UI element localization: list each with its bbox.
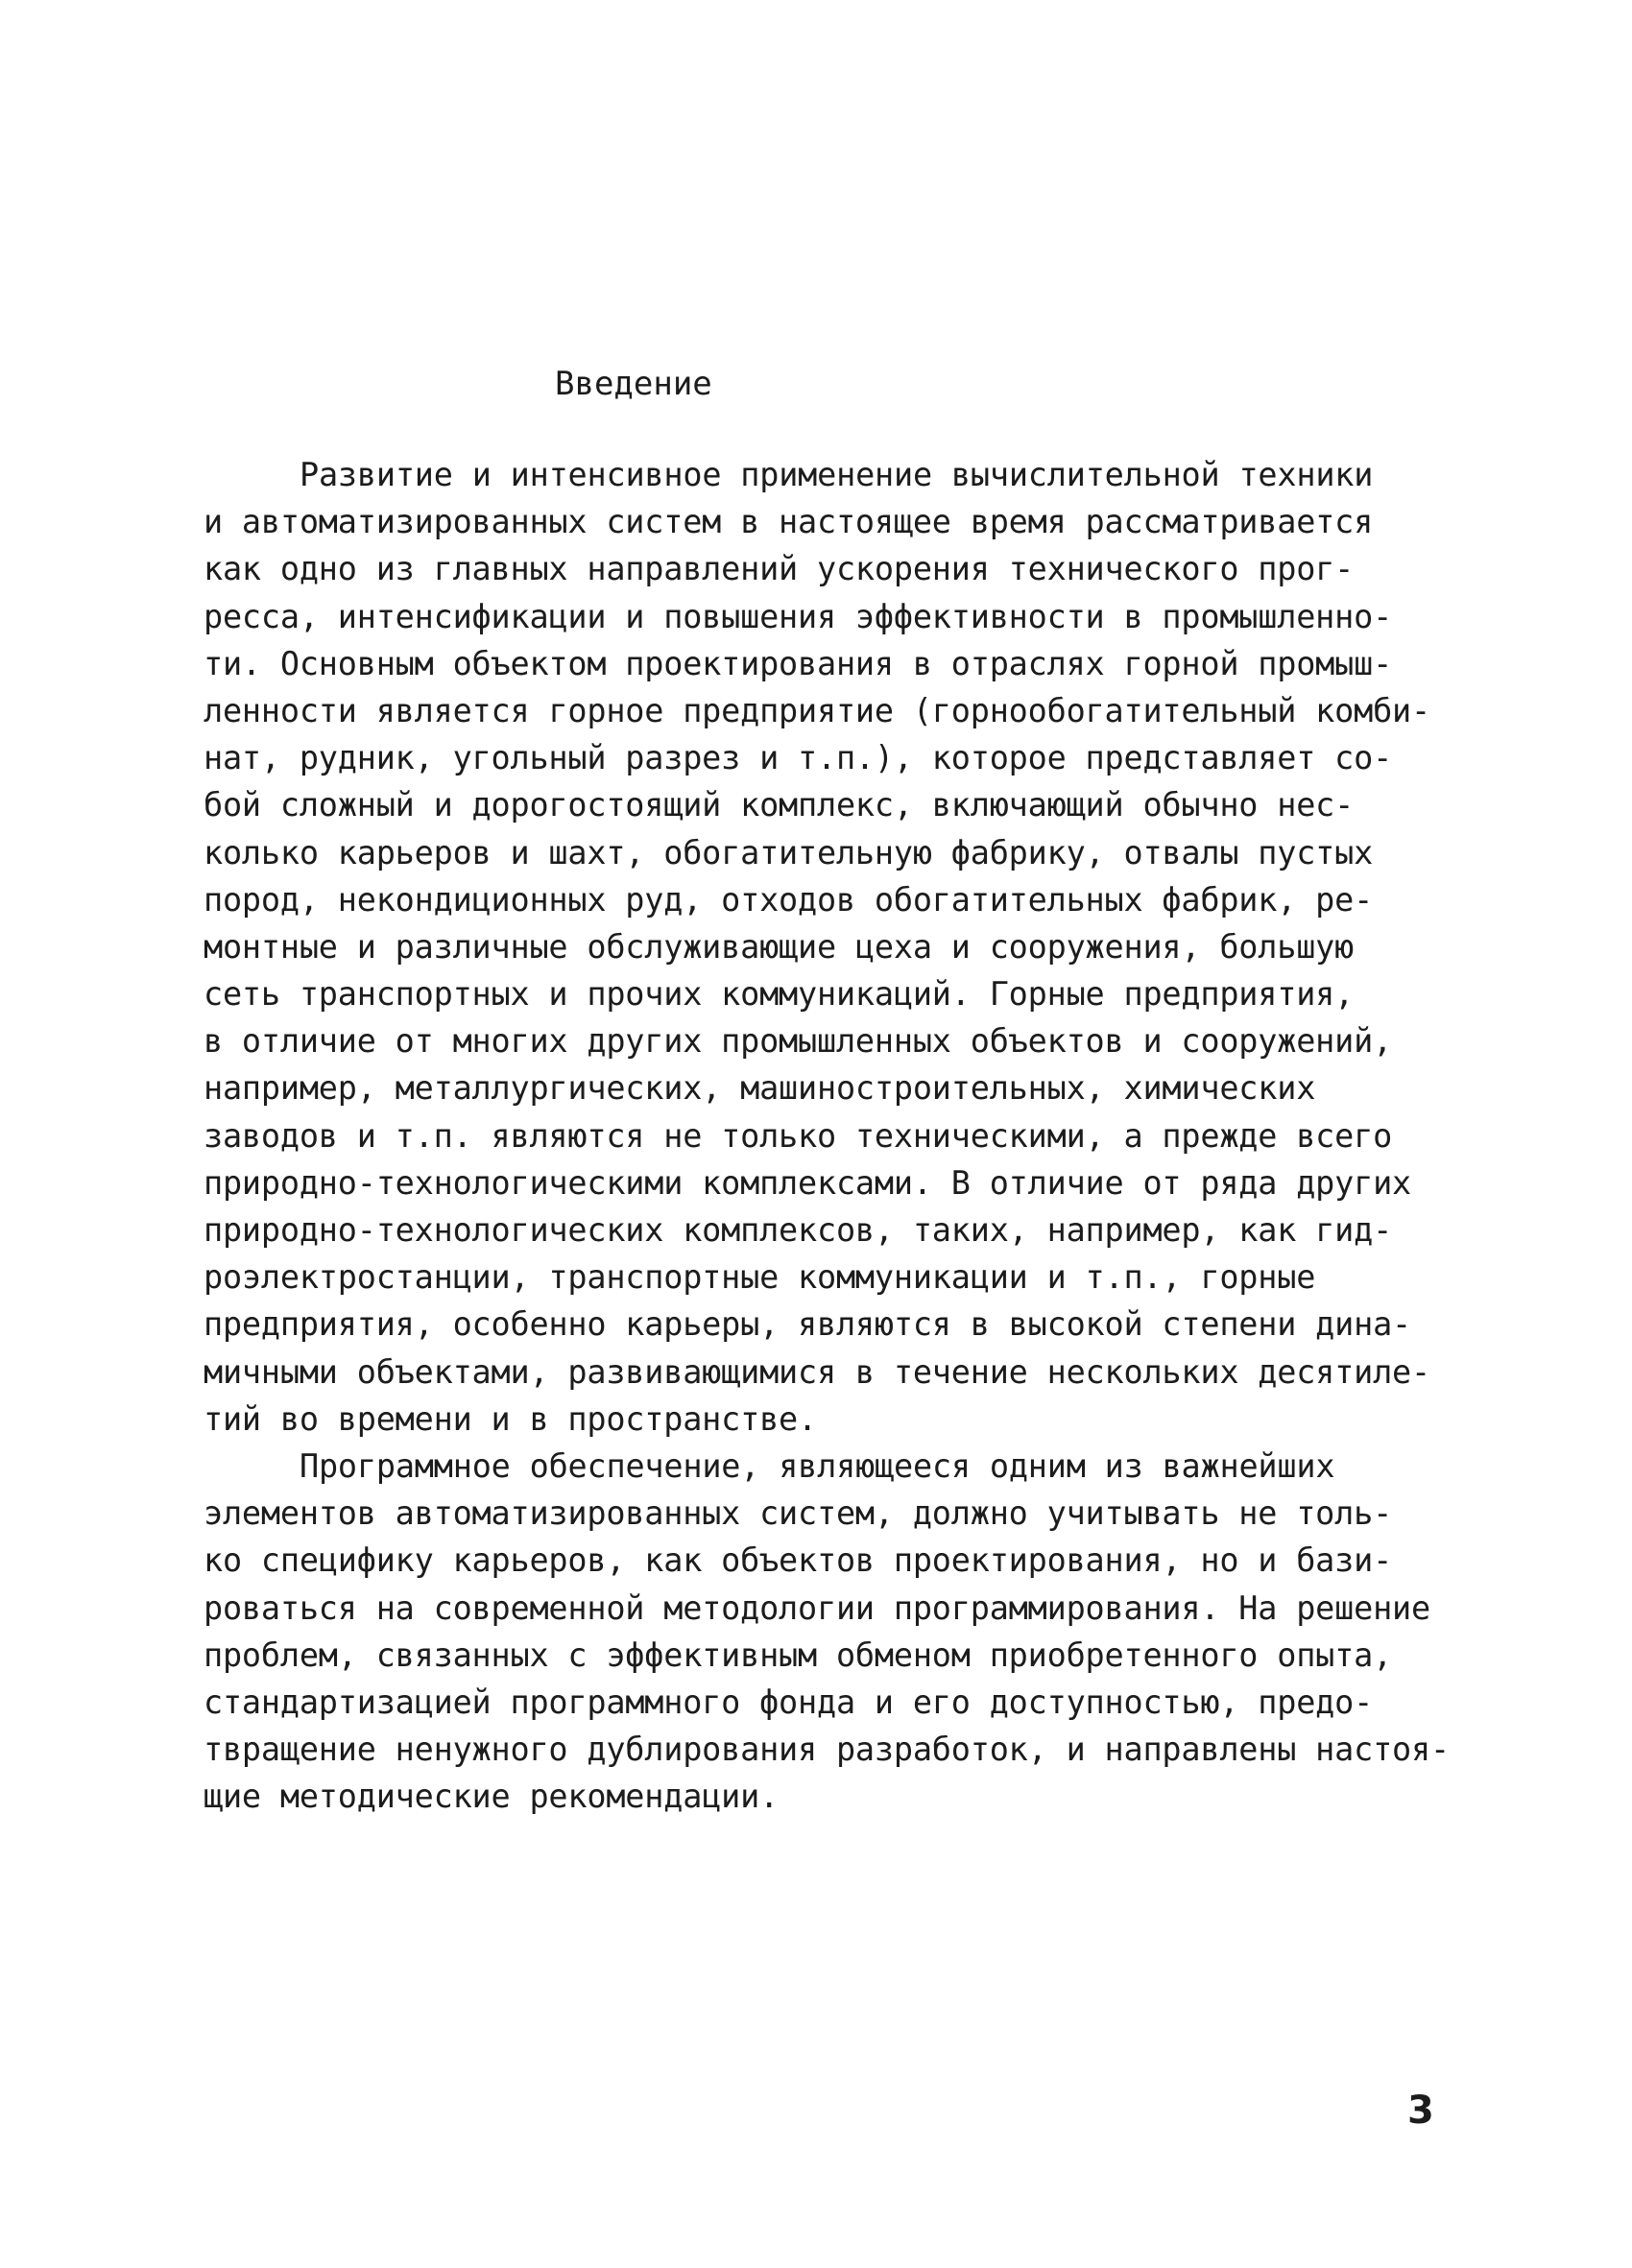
text-line: ко специфику карьеров, как объектов проектирования, но и бази- [204, 1541, 1393, 1580]
text-line: заводов и т.п. являются не только техническими, а прежде всего [204, 1116, 1393, 1155]
text-line: ресса, интенсификации и повышения эффективности в промышленно- [204, 597, 1393, 635]
text-line: колько карьеров и шахт, обогатительную фабрику, отвалы пустых [204, 833, 1374, 871]
text-line: элементов автоматизированных систем, должно учитывать не толь- [204, 1494, 1393, 1533]
body-text [204, 451, 1490, 1820]
paragraph-2 [204, 1443, 1490, 1821]
text-line: сеть транспортных и прочих коммуникаций. Горные предприятия, [204, 975, 1355, 1014]
text-line: Развитие и интенсивное применение вычислительной техники [300, 456, 1374, 493]
text-line: как одно из главных направлений ускорения технического прог- [204, 550, 1355, 588]
text-line: роэлектростанции, транспортные коммуникации и т.п., горные [204, 1258, 1316, 1297]
text-line: тий во времени и в пространстве. [204, 1399, 817, 1438]
text-line: роваться на современной методологии программирования. На решение [204, 1588, 1430, 1627]
section-heading: Введение [555, 365, 712, 403]
text-line: природно-технологическими комплексами. В отличие от ряда других [204, 1163, 1412, 1202]
text-line: бой сложный и дорогостоящий комплекс, включающий обычно нес- [204, 786, 1355, 824]
text-line: в отличие от многих других промышленных объектов и сооружений, [204, 1022, 1393, 1061]
text-line: например, металлургических, машиностроительных, химических [204, 1069, 1316, 1108]
text-line: и автоматизированных систем в настоящее время рассматривается [204, 503, 1374, 541]
text-line: природно-технологических комплексов, таких, например, как гид- [204, 1211, 1393, 1249]
text-line: Программное обеспечение, являющееся одним из важнейших [300, 1446, 1335, 1485]
text-line: ти. Основным объектом проектирования в отраслях горной промыш- [204, 644, 1393, 682]
text-line: предприятия, особенно карьеры, являются в высокой степени дина- [204, 1305, 1412, 1344]
text-line: твращение ненужного дублирования разработок, и направлены настоя- [204, 1731, 1450, 1769]
paragraph-1 [204, 451, 1490, 1443]
text-line: монтные и различные обслуживающие цеха и сооружения, большую [204, 927, 1355, 966]
text-line: ленности является горное предприятие (горнообогатительный комби- [204, 691, 1430, 729]
text-line: щие методические рекомендации. [204, 1778, 780, 1816]
page-number: 3 [1407, 2089, 1434, 2133]
text-line: нат, рудник, угольный разрез и т.п.), которое представляет со- [204, 739, 1393, 777]
text-line: проблем, связанных с эффективным обменом приобретенного опыта, [204, 1635, 1393, 1674]
text-line: мичными объектами, развивающимися в течение нескольких десятиле- [204, 1352, 1430, 1391]
text-line: стандартизацией программного фонда и его доступностью, предо- [204, 1683, 1374, 1721]
text-line: пород, некондиционных руд, отходов обогатительных фабрик, ре- [204, 880, 1374, 919]
